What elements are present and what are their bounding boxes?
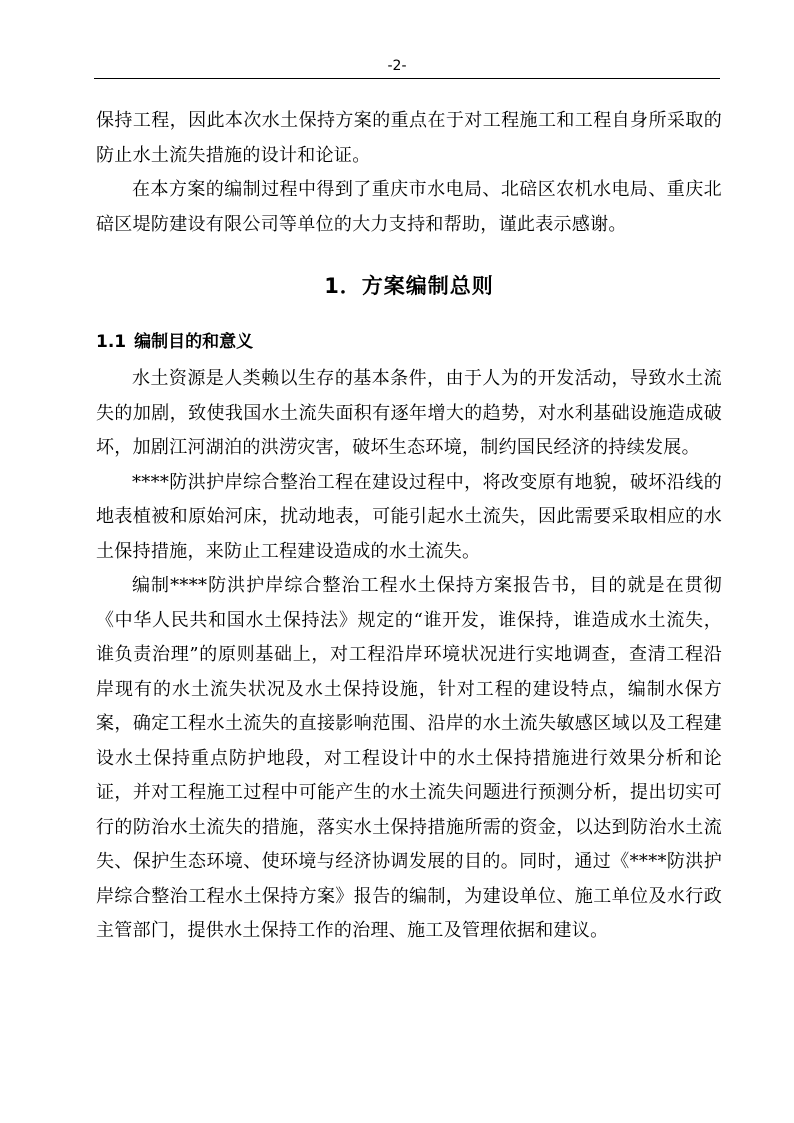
header-rule <box>94 78 720 79</box>
intro-paragraph-acknowledgement: 在本方案的编制过程中得到了重庆市水电局、北碚区农机水电局、重庆北碚区堤防建设有限公司等单位的大力支持和帮助，谨此表示感谢。 <box>96 179 722 235</box>
section-heading <box>96 326 722 358</box>
section-paragraph: ****防洪护岸综合整治工程在建设过程中，将改变原有地貌，破坏沿线的地表植被和原始河床，扰动地表，可能引起水土流失，因此需要采取相应的水土保持措施，来防止工程建设造成的水土流失。 <box>96 471 722 562</box>
intro-paragraph-continued: 保持工程，因此本次水土保持方案的重点在于对工程施工和工程自身所采取的防止水土流失措施的设计和论证。 <box>96 110 722 166</box>
page-number: -2- <box>387 58 407 74</box>
chapter-title: 1．方案编制总则 <box>324 274 494 298</box>
section-paragraph: 编制****防洪护岸综合整治工程水土保持方案报告书，目的就是在贯彻《中华人民共和国水土保持法》规定的“谁开发，谁保持，谁造成水土流失，谁负责治理”的原则基础上，对工程沿岸环境状况进行实地调查，查清工程沿岸现有的水土流失状况及水土保持设施，针对工程的建设特点，编制水保方案，确定工程水土流失的直接影响范围、沿岸的水土流失敏感区域以及工程建设水土保持重点防护地段，对工程设计中的水土保持措施进行效果分析和论证，并对工程施工过程中可能产生的水土流失问题进行预测分析，提出切实可行的防治水土流失的措施，落实水土保持措施所需的资金，以达到防治水土流失、保护生态环境、使环境与经济协调发展的目的。同时，通过《****防洪护岸综合整治工程水土保持方案》报告的编制，为建设单位、施工单位及水行政主管部门，提供水土保持工作的治理、施工及管理依据和建议。 <box>96 575 722 941</box>
section-title: 编制目的和意义 <box>134 332 254 352</box>
section-paragraph: 水土资源是人类赖以生存的基本条件，由于人为的开发活动，导致水土流失的加剧，致使我国水土流失面积有逐年增大的趋势，对水利基础设施造成破坏，加剧江河湖泊的洪涝灾害，破坏生态环境，制约国民经济的持续发展。 <box>96 368 722 458</box>
page-content <box>96 104 722 949</box>
section-number: 1.1 <box>96 332 127 352</box>
